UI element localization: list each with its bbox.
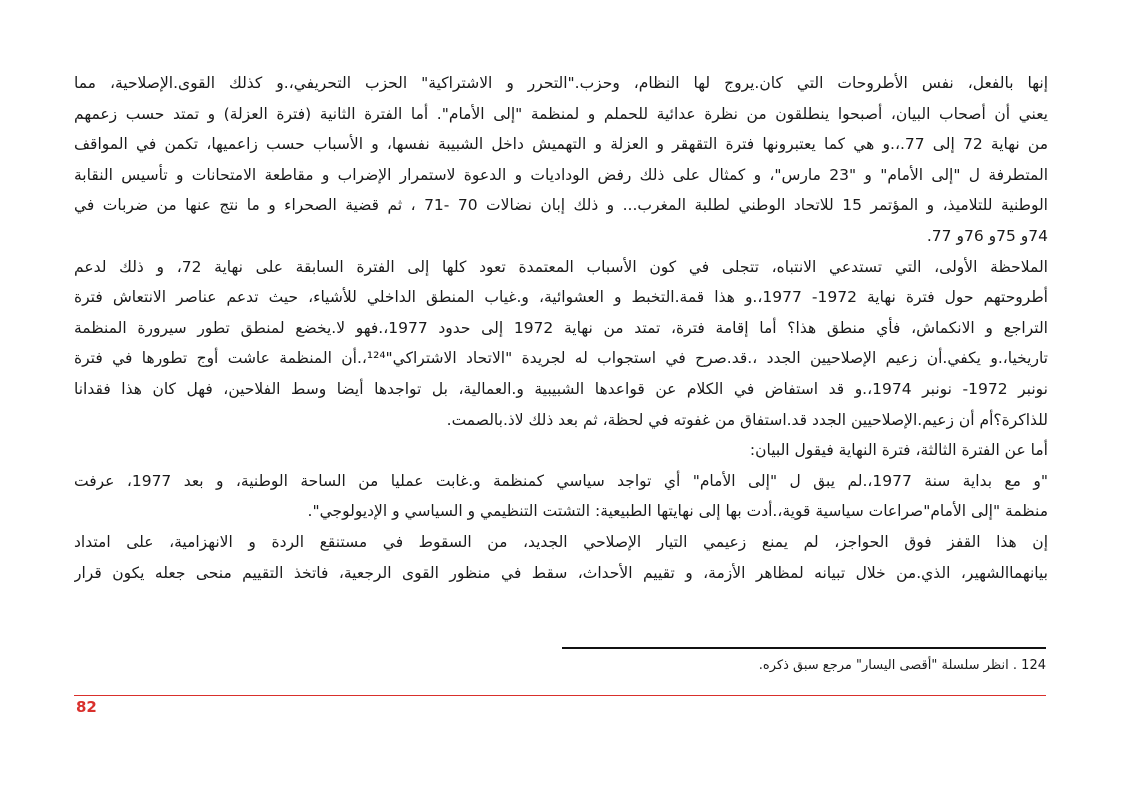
- page-number: 82: [76, 698, 97, 716]
- main-text: [74, 68, 1048, 588]
- paragraph-line: المتطرفة ل "إلى الأمام" و "23 مارس"، و كمثال على ذلك رفض الوداديات و الدعوة لاستمرار الإضراب و مقاطعة الامتحانات و تأسيس النقابة: [74, 165, 1048, 184]
- footer-divider: [74, 695, 1046, 696]
- paragraph-line: التراجع و الانكماش، فأي منطق هذا؟ أما إقامة فترة، تمتد من نهاية 1972 إلى حدود 1977،.فهو لا.يخضع لمنطق تطور سيرورة المنظمة: [74, 318, 1048, 337]
- paragraph-3: [74, 435, 1048, 466]
- paragraph-line: الملاحظة الأولى، التي تستدعي الانتباه، تتجلى في كون الأسباب المعتمدة تعود كلها إلى الفترة السابقة على نهاية 72، و ذلك لدعم: [74, 257, 1048, 276]
- paragraph-4-quote: [74, 466, 1048, 527]
- paragraph-2: [74, 252, 1048, 436]
- paragraph-line: منظمة "إلى الأمام"صراعات سياسية قوية،.أدت بها إلى نهايتها الطبيعية: التشتت التنظيمي و السياسي و الإديولوجي".: [307, 502, 1048, 521]
- paragraph-line: إن هذا القفز فوق الحواجز، لم يمنع زعيمي التيار الإصلاحي الجديد، من السقوط في مستنقع الردة و الانهزامية، على امتداد: [74, 532, 1048, 551]
- paragraph-line: بيانهماالشهير، الذي.من خلال تبيانه لمظاهر الأزمة، و تقييم الأحداث، سقط في منظور القوى الرجعية، فاتخذ التقييم منحى جعله يكون قرار: [74, 563, 1048, 582]
- paragraph-line: تاريخيا،.و يكفي.أن زعيم الإصلاحيين الجدد ،.قد.صرح في استجواب له لجريدة "الاتحاد الاشتراكي"¹²⁴،.أن المنظمة عاشت أوج تطورها في فترة: [74, 349, 1048, 368]
- paragraph-1: [74, 68, 1048, 252]
- paragraph-line: أطروحتهم حول فترة نهاية 1972- 1977،.و هذا قمة.التخبط و العشوائية، و.غياب المنطق الداخلي للأشياء، حيث تدعم عناصر الانتعاش فترة: [74, 288, 1048, 307]
- paragraph-line: أما عن الفترة الثالثة، فترة النهاية فيقول البيان:: [749, 441, 1048, 460]
- paragraph-line: إنها بالفعل، نفس الأطروحات التي كان.يروج لها النظام، وحزب."التحرر و الاشتراكية" الحزب التحريفي،.و كذلك القوى.الإصلاحية، مما: [74, 74, 1048, 92]
- paragraph-line: الوطنية للتلاميذ، و المؤتمر 15 للاتحاد الوطني لطلبة المغرب... و ذلك إبان نضالات 70 -71 ، ثم قضية الصحراء و ما نتج عنها من ضربات في: [74, 196, 1048, 215]
- footnote-124: 124 . انظر سلسلة "أقصى اليسار" مرجع سبق ذكره.: [758, 658, 1046, 673]
- footnote-separator: [562, 647, 1046, 649]
- paragraph-line: للذاكرة؟أم أن زعيم.الإصلاحيين الجدد قد.استفاق من غفوته في لحظة، ثم بعد ذلك لاذ.بالصمت.: [446, 410, 1048, 429]
- paragraph-line: من نهاية 72 إلى 77.،.و هي كما يعتبرونها فترة التقهقر و العزلة و التهميش داخل الشبيبة نفسها، و الأسباب حسب زاعميها، تكمن في المواقف: [74, 135, 1048, 154]
- paragraph-line: "و مع بداية سنة 1977،.لم يبق ل "إلى الأمام" أي تواجد سياسي كمنظمة و.غابت عمليا من الساحة الوطنية، و بعد 1977، عرفت: [74, 471, 1048, 490]
- paragraph-line: 74و 75و 76و 77.: [926, 226, 1048, 245]
- paragraph-line: نونبر 1972- نونبر 1974،.و قد استفاض في الكلام عن قواعدها الشبيبية و.العمالية، بل تواجدها أيضا وسط الفلاحين، فهل كان هذا فقدانا: [74, 379, 1048, 398]
- paragraph-5: [74, 527, 1048, 588]
- paragraph-line: يعني أن أصحاب البيان، أصبحوا ينطلقون من نظرة عدائية للحملم و لمنظمة "إلى الأمام". أما الفترة الثانية (فترة العزلة) و تمتد حسب زعمهم: [74, 104, 1048, 123]
